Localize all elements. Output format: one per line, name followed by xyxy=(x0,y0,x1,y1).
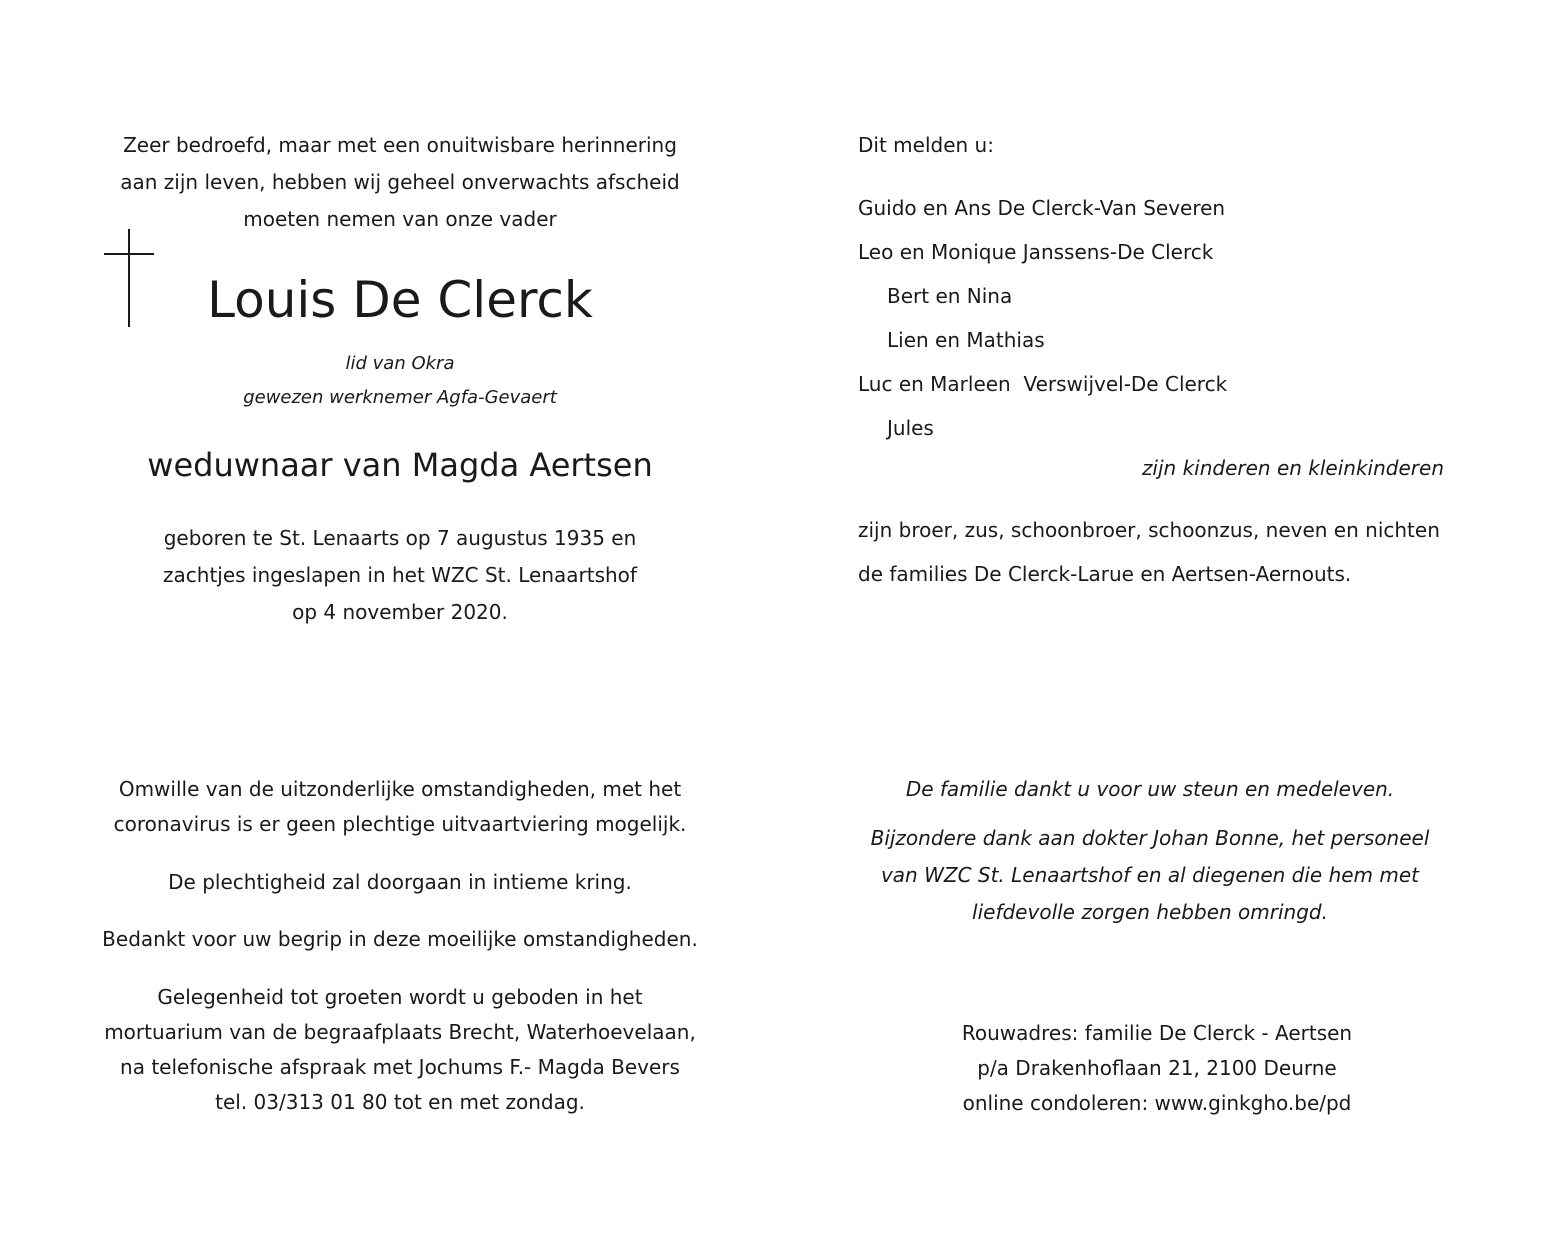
special-thanks-line: liefdevolle zorgen hebben omringd. xyxy=(972,900,1328,924)
family-member: Luc en Marleen Verswijvel-De Clerck xyxy=(858,372,1228,396)
birth-death-text xyxy=(60,520,740,631)
relatives-line: de families De Clerck-Larue en Aertsen-Aernouts. xyxy=(858,562,1352,586)
intro-line: moeten nemen van onze vader xyxy=(243,207,557,231)
birth-death-line: zachtjes ingeslapen in het WZC St. Lenaartshof xyxy=(163,563,637,587)
covid-line: coronavirus is er geen plechtige uitvaartviering mogelijk. xyxy=(113,812,687,836)
affiliations xyxy=(100,347,700,415)
address-line: online condoleren: www.ginkgho.be/pd xyxy=(962,1091,1352,1115)
family-member: Lien en Mathias xyxy=(887,328,1045,352)
intro-line: Zeer bedroefd, maar met een onuitwisbare herinnering xyxy=(123,133,677,157)
relatives-line: zijn broer, zus, schoonbroer, schoonzus, neven en nichten xyxy=(858,518,1440,542)
deceased-name: Louis De Clerck xyxy=(207,271,593,329)
greeting-line: Gelegenheid tot groeten wordt u geboden in het xyxy=(157,985,643,1009)
family-member: Leo en Monique Janssens-De Clerck xyxy=(858,240,1214,264)
birth-death-line: op 4 november 2020. xyxy=(292,600,508,624)
thanks-understanding: Bedankt voor uw begrip in deze moeilijke omstandigheden. xyxy=(102,927,698,951)
address-line: p/a Drakenhoflaan 21, 2100 Deurne xyxy=(977,1056,1337,1080)
intro-text xyxy=(60,127,740,238)
greeting-line: tel. 03/313 01 80 tot en met zondag. xyxy=(215,1090,585,1114)
affiliation-line: gewezen werknemer Agfa-Gevaert xyxy=(243,387,557,408)
special-thanks xyxy=(820,820,1480,931)
children-caption: zijn kinderen en kleinkinderen xyxy=(1141,456,1444,480)
mourning-address xyxy=(820,1016,1494,1121)
greeting-line: mortuarium van de begraafplaats Brecht, Waterhoevelaan, xyxy=(104,1020,696,1044)
family-heading: Dit melden u: xyxy=(858,133,994,157)
special-thanks-line: Bijzondere dank aan dokter Johan Bonne, het personeel xyxy=(870,826,1430,850)
special-thanks-line: van WZC St. Lenaartshof en al diegenen die hem met xyxy=(880,863,1420,887)
widower-line: weduwnaar van Magda Aertsen xyxy=(147,446,653,484)
family-thanks: De familie dankt u voor uw steun en medeleven. xyxy=(905,777,1395,801)
greeting-line: na telefonische afspraak met Jochums F.- Magda Bevers xyxy=(120,1055,680,1079)
greeting-info xyxy=(50,980,750,1120)
intimate-ceremony: De plechtigheid zal doorgaan in intieme kring. xyxy=(168,870,632,894)
family-member: Bert en Nina xyxy=(887,284,1013,308)
family-member: Guido en Ans De Clerck-Van Severen xyxy=(858,196,1226,220)
cross-horizontal-bar xyxy=(104,253,154,255)
relatives xyxy=(858,508,1478,596)
family-members xyxy=(858,186,1478,450)
address-line: Rouwadres: familie De Clerck - Aertsen xyxy=(961,1021,1353,1045)
covid-notice xyxy=(60,772,740,842)
family-member: Jules xyxy=(887,416,934,440)
birth-death-line: geboren te St. Lenaarts op 7 augustus 1935 en xyxy=(163,526,637,550)
affiliation-line: lid van Okra xyxy=(345,353,455,374)
intro-line: aan zijn leven, hebben wij geheel onverwachts afscheid xyxy=(120,170,680,194)
covid-line: Omwille van de uitzonderlijke omstandigheden, met het xyxy=(118,777,682,801)
